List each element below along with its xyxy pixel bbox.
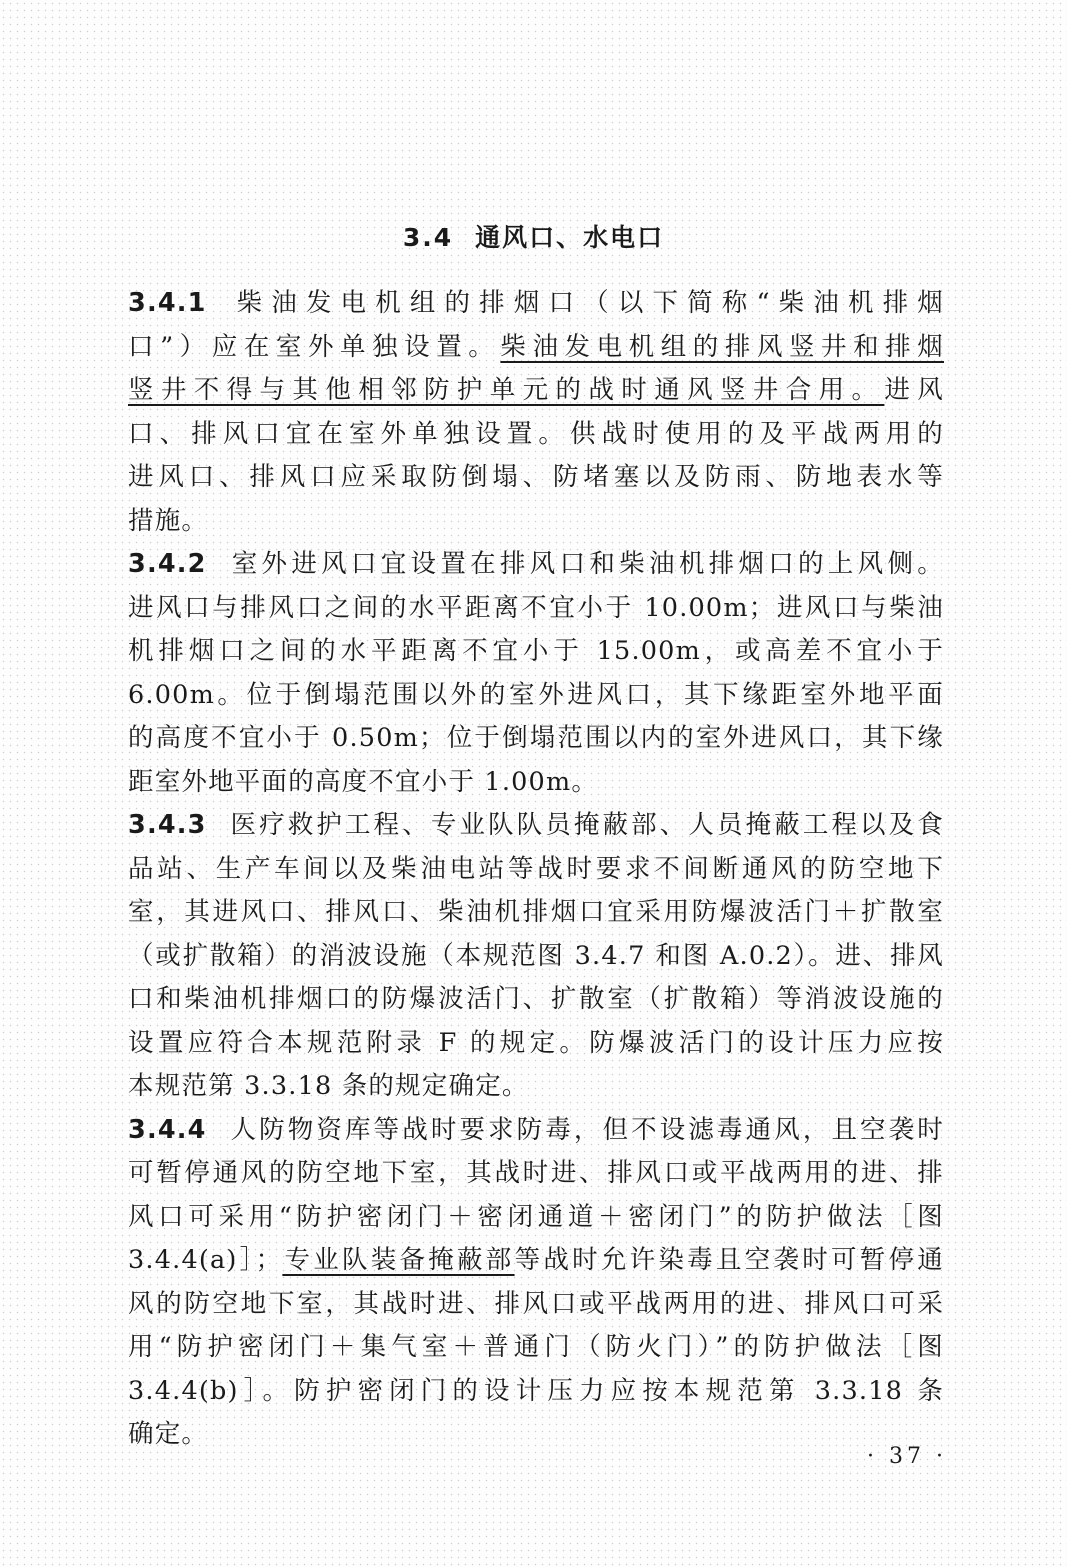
text-segment: 确定。 <box>128 1419 209 1449</box>
text-segment: 措施。 <box>128 505 209 536</box>
section-heading <box>0 218 1067 254</box>
text-segment: 用“防护密闭门＋集气室＋普通门（防火门）”的防护做法［图 <box>128 1332 944 1362</box>
text-segment: （或扩散箱）的消波设施（本规范图 3.4.7 和图 A.0.2）。进、排风 <box>128 940 944 971</box>
clause-line <box>128 717 944 761</box>
clause-line <box>128 1413 944 1457</box>
text-segment: 6.00m。位于倒塌范围以外的室外进风口，其下缘距室外地平面 <box>128 679 944 710</box>
text-segment: 品站、生产车间以及柴油电站等战时要求不间断通风的防空地下 <box>128 853 944 884</box>
underlined-text: 竖井不得与其他相邻防护单元的战时通风竖井合用。 <box>128 375 885 405</box>
text-segment: 口、排风口宜在室外单独设置。供战时使用的及平战两用的 <box>128 418 944 449</box>
clause-line <box>128 369 944 413</box>
clause-line <box>128 891 944 935</box>
text-segment: 进风 <box>884 375 944 405</box>
text-segment: 风的防空地下室，其战时进、排风口或平战两用的进、排风口可采 <box>128 1288 944 1319</box>
clause-line <box>128 935 944 979</box>
clause-line <box>128 1109 944 1153</box>
clause-body <box>128 282 944 1457</box>
text-segment: 室外进风口宜设置在排风口和柴油机排烟口的上风侧。 <box>228 549 944 579</box>
clause-line <box>128 1370 944 1414</box>
text-segment: 人防物资库等战时要求防毒，但不设滤毒通风，且空袭时 <box>228 1114 944 1145</box>
clause-number: 3.4.1 <box>128 288 207 318</box>
clause-line <box>128 674 944 718</box>
clause-line <box>128 1196 944 1240</box>
text-segment: 柴油发电机组的排烟口（以下简称“柴油机排烟 <box>228 288 944 318</box>
clause-line <box>128 1152 944 1196</box>
text-segment: 进风口与排风口之间的水平距离不宜小于 10.00m；进风口与柴油 <box>128 592 944 623</box>
section-number: 3.4 <box>402 223 454 252</box>
text-segment: 进风口、排风口应采取防倒塌、防堵塞以及防雨、防地表水等 <box>128 462 944 492</box>
text-segment: 室，其进风口、排风口、柴油机排烟口宜采用防爆波活门＋扩散室 <box>128 897 944 927</box>
clause-number: 3.4.3 <box>128 810 207 840</box>
clause-line <box>128 413 944 457</box>
clause-line <box>128 326 944 370</box>
clause-line <box>128 543 944 587</box>
text-segment: 口”）应在室外单独设置。 <box>128 331 501 362</box>
clause-line <box>128 761 944 805</box>
underlined-text: 专业队装备掩蔽部 <box>282 1245 515 1275</box>
text-segment: 口和柴油机排烟口的防爆波活门、扩散室（扩散箱）等消波设施的 <box>128 984 944 1014</box>
clause-line <box>128 630 944 674</box>
clause-number: 3.4.4 <box>128 1114 207 1145</box>
text-segment: 机排烟口之间的水平距离不宜小于 15.00m，或高差不宜小于 <box>128 636 944 666</box>
clause-line <box>128 1022 944 1066</box>
underlined-text: 柴油发电机组的排风竖井和排烟 <box>500 331 944 362</box>
text-segment: 3.4.4(a)］； <box>128 1245 283 1275</box>
clause-number: 3.4.2 <box>128 549 207 579</box>
clause-line <box>128 978 944 1022</box>
clause-line <box>128 587 944 631</box>
clause-line <box>128 1065 944 1109</box>
text-segment: 可暂停通风的防空地下室，其战时进、排风口或平战两用的进、排 <box>128 1158 944 1188</box>
clause-line <box>128 1239 944 1283</box>
text-segment: 本规范第 3.3.18 条的规定确定。 <box>128 1071 529 1101</box>
text-segment: 风口可采用“防护密闭门＋密闭通道＋密闭门”的防护做法［图 <box>128 1201 944 1232</box>
clause-line <box>128 804 944 848</box>
clause-line <box>128 456 944 500</box>
text-segment: 3.4.4(b)］。防护密闭门的设计压力应按本规范第 3.3.18 条 <box>128 1375 944 1406</box>
text-segment: 等战时允许染毒且空袭时可暂停通 <box>514 1245 944 1275</box>
clause-line <box>128 1283 944 1327</box>
clause-line <box>128 848 944 892</box>
text-segment: 距室外地平面的高度不宜小于 1.00m。 <box>128 766 599 797</box>
clause-line <box>128 500 944 544</box>
page-number: · 37 · <box>867 1444 947 1469</box>
text-segment: 医疗救护工程、专业队队员掩蔽部、人员掩蔽工程以及食 <box>228 810 944 840</box>
text-segment: 设置应符合本规范附录 F 的规定。防爆波活门的设计压力应按 <box>128 1027 944 1058</box>
section-title: 通风口、水电口 <box>475 223 665 252</box>
text-segment: 的高度不宜小于 0.50m；位于倒塌范围以内的室外进风口，其下缘 <box>128 723 944 753</box>
clause-line <box>128 1326 944 1370</box>
clause-line <box>128 282 944 326</box>
